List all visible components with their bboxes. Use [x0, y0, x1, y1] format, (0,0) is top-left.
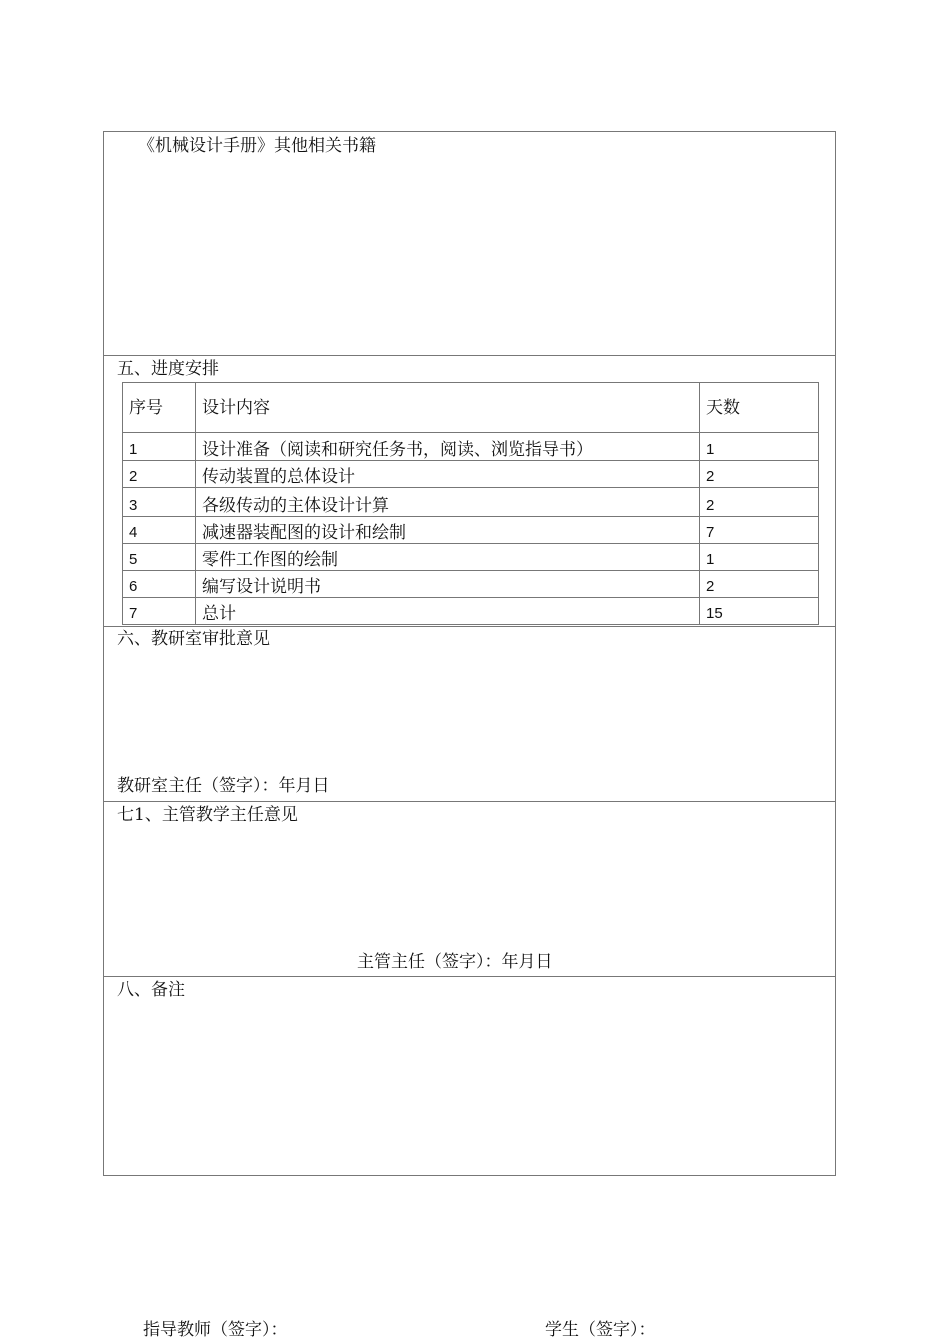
director-opinion-title: 七1、主管教学主任意见 [117, 805, 298, 825]
row-days: 1 [700, 544, 819, 571]
table-row [123, 488, 819, 517]
header-days: 天数 [700, 383, 819, 433]
row-index: 3 [123, 488, 196, 517]
section-director-opinion [104, 802, 835, 977]
schedule-header-row [123, 383, 819, 433]
references-text: 《机械设计手册》其他相关书籍 [138, 136, 376, 156]
director-signature: 主管主任（签字）：年月日 [357, 952, 553, 972]
department-head-signature: 教研室主任（签字）：年月日 [117, 776, 330, 796]
row-index: 6 [123, 571, 196, 598]
table-row [123, 544, 819, 571]
row-content: 设计准备（阅读和研究任务书，阅读、浏览指导书） [196, 433, 700, 461]
header-content: 设计内容 [196, 383, 700, 433]
table-row [123, 517, 819, 544]
row-content: 传动装置的总体设计 [196, 461, 700, 488]
section-department-approval [104, 627, 835, 802]
row-content: 各级传动的主体设计计算 [196, 488, 700, 517]
row-index: 7 [123, 598, 196, 625]
table-row [123, 571, 819, 598]
row-days: 15 [700, 598, 819, 625]
row-index: 5 [123, 544, 196, 571]
row-index: 4 [123, 517, 196, 544]
row-index: 2 [123, 461, 196, 488]
row-index: 1 [123, 433, 196, 461]
table-row [123, 461, 819, 488]
row-content: 零件工作图的绘制 [196, 544, 700, 571]
department-approval-title: 六、教研室审批意见 [117, 629, 270, 649]
table-row [123, 598, 819, 625]
schedule-title: 五、进度安排 [117, 359, 219, 379]
row-days: 1 [700, 433, 819, 461]
row-days: 7 [700, 517, 819, 544]
table-row [123, 433, 819, 461]
row-days: 2 [700, 571, 819, 598]
section-remarks [104, 977, 835, 1175]
row-days: 2 [700, 461, 819, 488]
row-content: 总计 [196, 598, 700, 625]
row-content: 编写设计说明书 [196, 571, 700, 598]
section-schedule [104, 356, 835, 627]
student-signature: 学生（签字）： [545, 1320, 656, 1340]
form-frame [103, 131, 836, 1176]
remarks-title: 八、备注 [117, 980, 185, 1000]
teacher-signature: 指导教师（签字）： [143, 1320, 288, 1340]
row-days: 2 [700, 488, 819, 517]
section-references [104, 132, 835, 356]
row-content: 减速器装配图的设计和绘制 [196, 517, 700, 544]
header-index: 序号 [123, 383, 196, 433]
schedule-table [122, 382, 819, 625]
